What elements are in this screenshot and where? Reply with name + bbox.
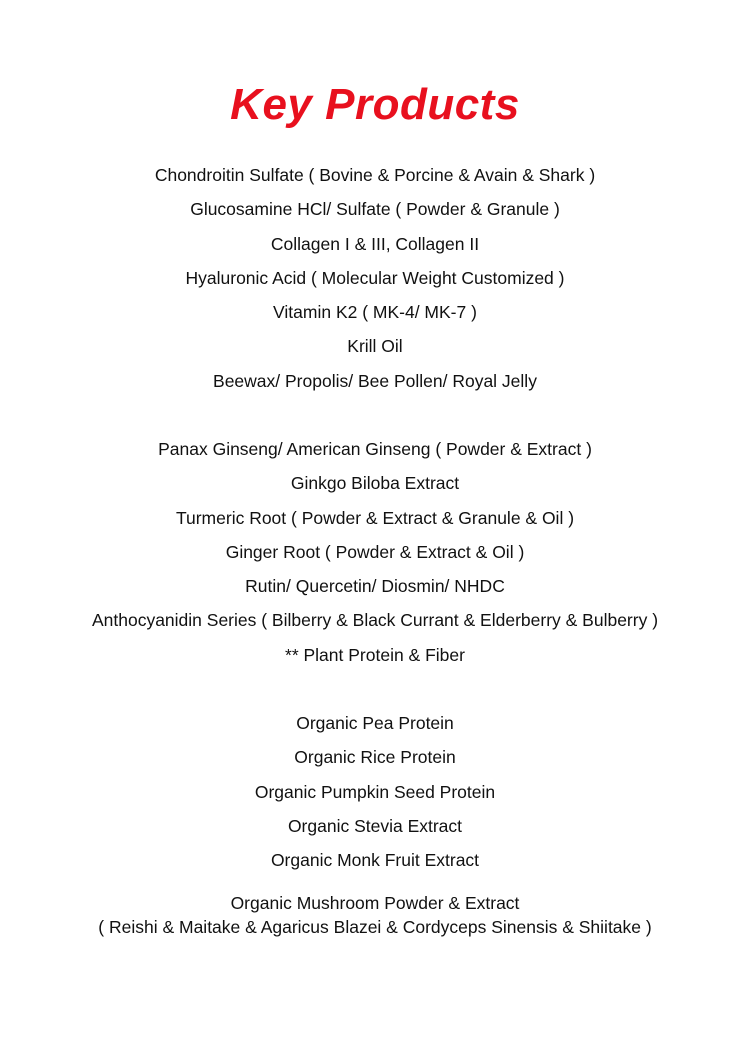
product-item: Ginger Root ( Powder & Extract & Oil ) [225, 541, 525, 562]
product-item: Chondroitin Sulfate ( Bovine & Porcine & Avain & Shark ) [154, 165, 596, 185]
product-item: Rutin/ Quercetin/ Diosmin/ NHDC [245, 576, 505, 597]
product-item: Collagen I & III, Collagen II [270, 233, 480, 254]
product-item: Turmeric Root ( Powder & Extract & Granule & Oil ) [175, 507, 575, 528]
product-item: Organic Rice Protein [294, 747, 456, 768]
product-item: Hyaluronic Acid ( Molecular Weight Customized ) [185, 267, 565, 288]
product-item: ** Plant Protein & Fiber [285, 644, 465, 665]
product-group-botanical-extracts [0, 432, 750, 672]
page-title: Key Products [230, 80, 520, 130]
product-item: Organic Pumpkin Seed Protein [254, 781, 496, 802]
product-item: Anthocyanidin Series ( Bilberry & Black Currant & Elderberry & Bulberry ) [91, 610, 659, 631]
product-item: Organic Pea Protein [296, 713, 454, 733]
mushroom-product-varieties: ( Reishi & Maitake & Agaricus Blazei & Cordyceps Sinensis & Shiitake ) [98, 917, 652, 937]
product-group-animal-derived [0, 158, 750, 398]
product-item: Organic Monk Fruit Extract [270, 850, 480, 871]
product-item: Organic Stevia Extract [287, 815, 463, 836]
product-item: Vitamin K2 ( MK-4/ MK-7 ) [273, 302, 477, 323]
mushroom-product-item [0, 891, 750, 939]
product-item: Krill Oil [347, 336, 403, 357]
product-item: Panax Ginseng/ American Ginseng ( Powder & Extract ) [158, 439, 592, 459]
product-item: Beewax/ Propolis/ Bee Pollen/ Royal Jelly [213, 370, 537, 391]
product-group-organic [0, 706, 750, 877]
mushroom-product-name: Organic Mushroom Powder & Extract [230, 893, 520, 913]
product-item: Ginkgo Biloba Extract [290, 473, 460, 494]
product-item: Glucosamine HCl/ Sulfate ( Powder & Granule ) [190, 199, 560, 220]
